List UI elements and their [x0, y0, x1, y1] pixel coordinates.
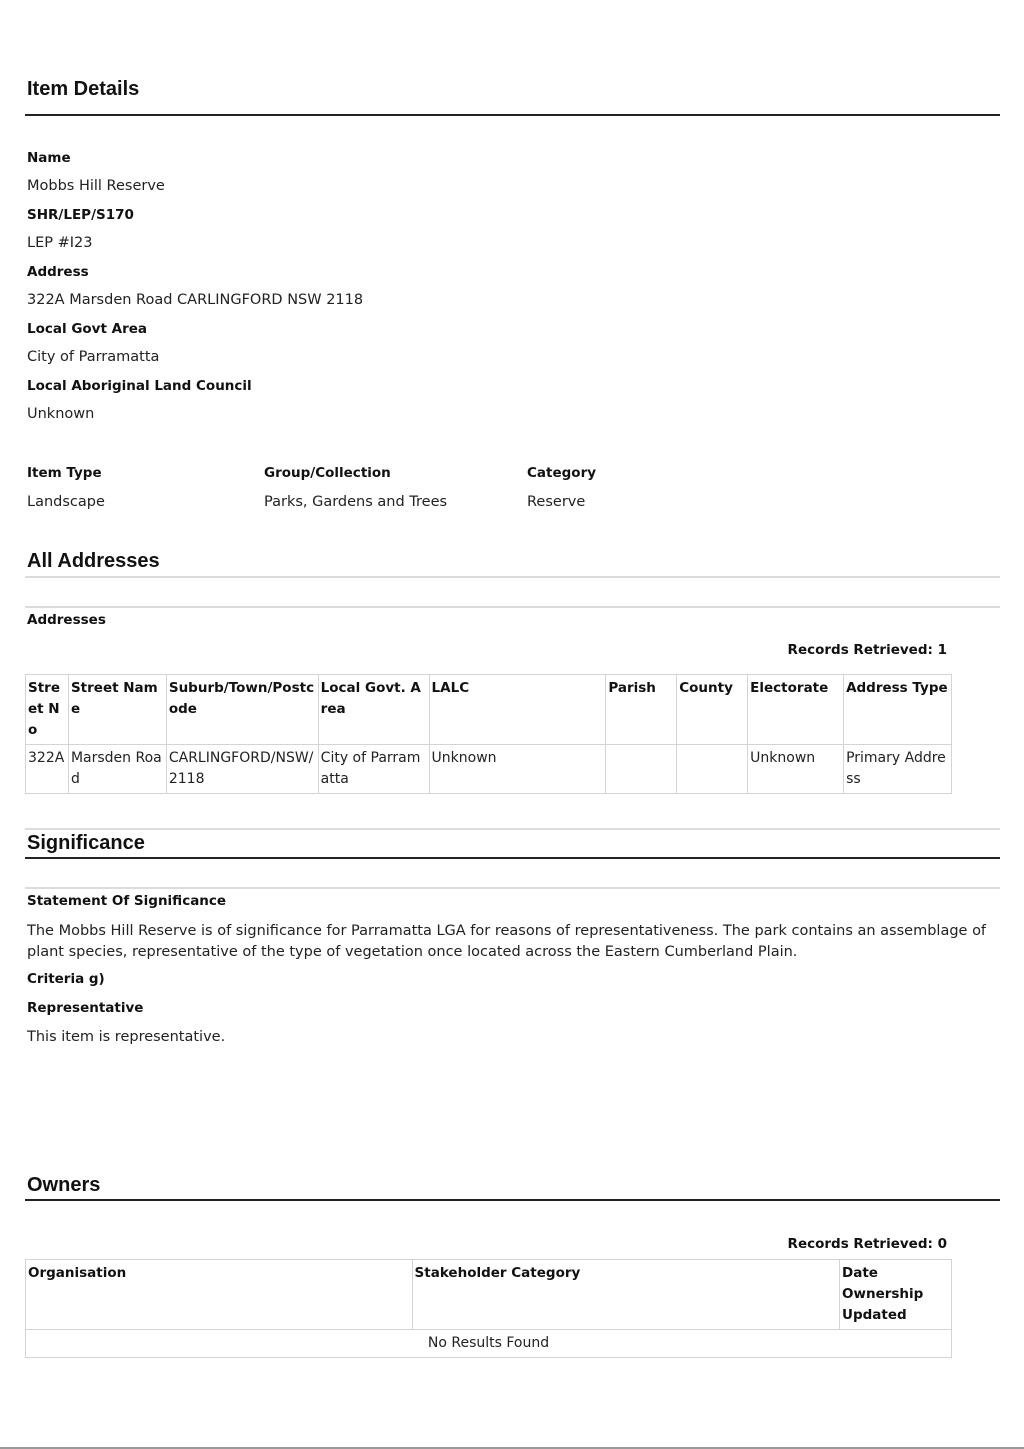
- owners-table: [25, 1259, 952, 1358]
- item-details-rule: [25, 114, 1000, 116]
- no-results-cell: No Results Found: [26, 1330, 952, 1358]
- cell-suburb: CARLINGFORD/NSW/2118: [166, 745, 318, 794]
- item-type-value: Landscape: [27, 494, 105, 510]
- all-addresses-rule: [25, 576, 1000, 578]
- criteria-label: Criteria g): [27, 971, 105, 987]
- item-details-heading: Item Details: [27, 78, 140, 100]
- item-type-label: Item Type: [27, 465, 102, 481]
- col-suburb: Suburb/Town/Postcode: [166, 675, 318, 745]
- statement-text: The Mobbs Hill Reserve is of significance for Parramatta LGA for reasons of representativeness. The park contains an assemblage of plant species, representative of the type of vegetation once located across the Eastern Cumberland Plain.: [27, 923, 987, 960]
- col-organisation: Organisation: [26, 1260, 413, 1330]
- group-label: Group/Collection: [264, 465, 391, 481]
- addresses-subrule: [25, 606, 1000, 608]
- cell-address-type: Primary Address: [844, 745, 952, 794]
- address-value: 322A Marsden Road CARLINGFORD NSW 2118: [27, 292, 364, 308]
- cell-lga: City of Parramatta: [318, 745, 429, 794]
- lalc-value: Unknown: [27, 406, 95, 422]
- addresses-subheading: Addresses: [27, 612, 106, 628]
- shr-value: LEP #I23: [27, 235, 93, 251]
- col-electorate: Electorate: [748, 675, 844, 745]
- address-label: Address: [27, 264, 89, 280]
- significance-top-rule: [25, 828, 1000, 830]
- owners-records-count: Records Retrieved: 0: [787, 1236, 947, 1252]
- owners-rule: [25, 1199, 1000, 1201]
- cell-street-name: Marsden Road: [68, 745, 166, 794]
- representative-label: Representative: [27, 1000, 144, 1016]
- all-addresses-heading: All Addresses: [27, 550, 160, 572]
- cell-parish: [606, 745, 677, 794]
- col-address-type: Address Type: [844, 675, 952, 745]
- lga-value: City of Parramatta: [27, 349, 160, 365]
- name-value: Mobbs Hill Reserve: [27, 178, 165, 194]
- table-row: [26, 1330, 952, 1358]
- cell-electorate: Unknown: [748, 745, 844, 794]
- group-value: Parks, Gardens and Trees: [264, 494, 448, 510]
- col-street-name: Street Name: [68, 675, 166, 745]
- name-label: Name: [27, 150, 71, 166]
- shr-label: SHR/LEP/S170: [27, 207, 134, 223]
- owners-header-row: [26, 1260, 952, 1330]
- col-lga: Local Govt. Area: [318, 675, 429, 745]
- cell-lalc: Unknown: [429, 745, 606, 794]
- significance-subrule: [25, 887, 1000, 889]
- significance-rule: [25, 857, 1000, 859]
- cell-county: [677, 745, 748, 794]
- lga-label: Local Govt Area: [27, 321, 147, 337]
- table-row: [26, 745, 952, 794]
- addresses-header-row: [26, 675, 952, 745]
- representative-text: This item is representative.: [27, 1029, 226, 1045]
- lalc-label: Local Aboriginal Land Council: [27, 378, 252, 394]
- col-lalc: LALC: [429, 675, 606, 745]
- addresses-table: [25, 674, 952, 794]
- owners-heading: Owners: [27, 1174, 101, 1196]
- cell-street-no: 322A: [26, 745, 69, 794]
- col-parish: Parish: [606, 675, 677, 745]
- category-label: Category: [527, 465, 597, 481]
- col-county: County: [677, 675, 748, 745]
- col-stakeholder-category: Stakeholder Category: [412, 1260, 839, 1330]
- addresses-records-count: Records Retrieved: 1: [787, 642, 947, 658]
- significance-heading: Significance: [27, 832, 145, 854]
- statement-label: Statement Of Significance: [27, 893, 227, 909]
- col-date-ownership-updated: Date Ownership Updated: [840, 1260, 952, 1330]
- category-value: Reserve: [527, 494, 586, 510]
- col-street-no: Street No: [26, 675, 69, 745]
